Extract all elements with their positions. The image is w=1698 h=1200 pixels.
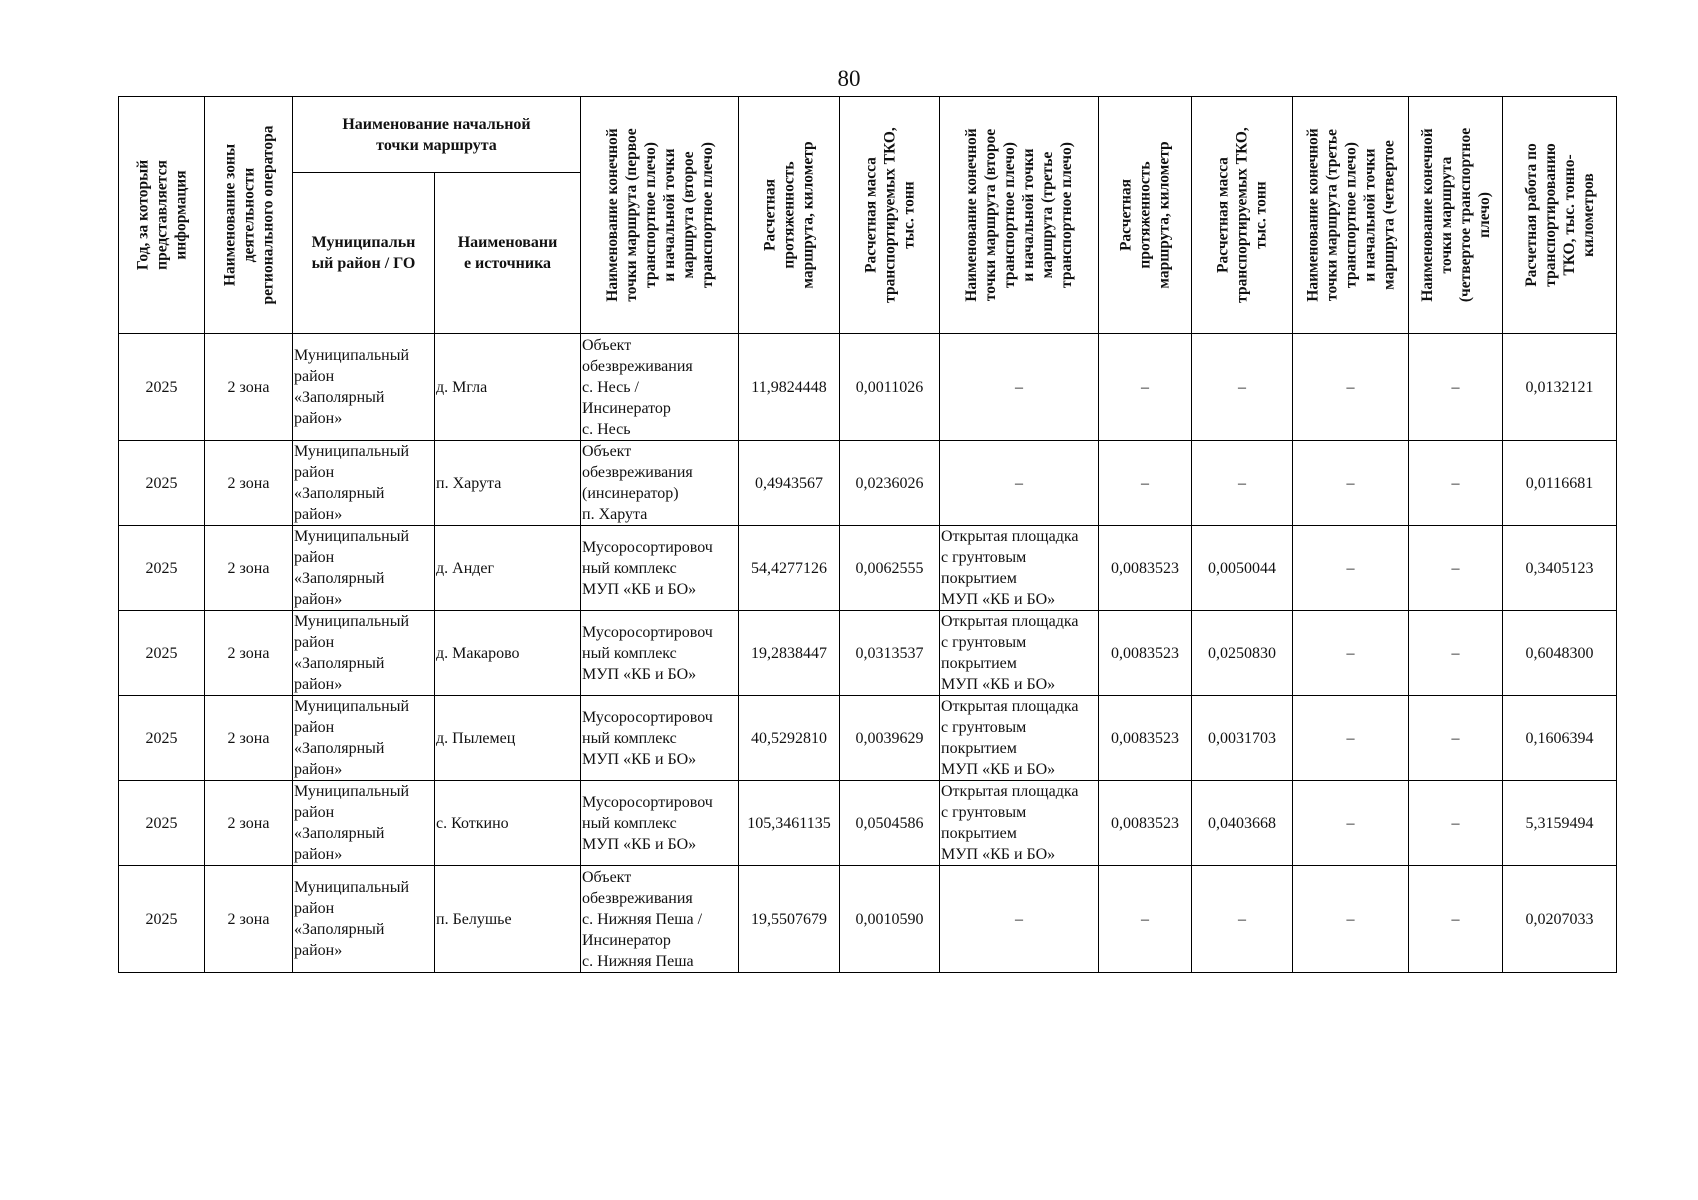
cell-end-point-1: Мусоросортировоч ный комплекс МУП «КБ и БО» — [581, 611, 739, 696]
cell-district: Муниципальный район «Заполярный район» — [293, 441, 435, 526]
cell-year: 2025 — [119, 696, 205, 781]
cell-end-point-2: – — [940, 866, 1099, 973]
cell-zone: 2 зона — [205, 334, 293, 441]
cell-length-2: 0,0083523 — [1099, 611, 1192, 696]
cell-end-point-2: Открытая площадка с грунтовым покрытием МУП «КБ и БО» — [940, 526, 1099, 611]
table-row — [119, 441, 1617, 526]
cell-length-1: 54,4277126 — [739, 526, 840, 611]
cell-end-point-4: – — [1409, 611, 1503, 696]
cell-end-point-3: – — [1293, 866, 1409, 973]
cell-transport-work: 5,3159494 — [1503, 781, 1617, 866]
table-row — [119, 696, 1617, 781]
cell-mass-1: 0,0039629 — [840, 696, 940, 781]
cell-mass-1: 0,0504586 — [840, 781, 940, 866]
cell-end-point-2: Открытая площадка с грунтовым покрытием МУП «КБ и БО» — [940, 781, 1099, 866]
header-district: Муниципальн ый район / ГО — [293, 173, 435, 334]
header-transport-work: Расчетная работа по транспортированию ТКО, тыс. тонно- километров — [1503, 97, 1617, 334]
cell-source: п. Харута — [435, 441, 581, 526]
cell-source: д. Мгла — [435, 334, 581, 441]
header-mass-1: Расчетная масса транспортируемых ТКО, тыс. тонн — [840, 97, 940, 334]
cell-end-point-3: – — [1293, 334, 1409, 441]
cell-year: 2025 — [119, 526, 205, 611]
cell-transport-work: 0,0207033 — [1503, 866, 1617, 973]
header-length-2: Расчетная протяженность маршрута, километр — [1099, 97, 1192, 334]
cell-mass-1: 0,0010590 — [840, 866, 940, 973]
cell-length-1: 105,3461135 — [739, 781, 840, 866]
cell-end-point-4: – — [1409, 441, 1503, 526]
cell-end-point-3: – — [1293, 781, 1409, 866]
cell-end-point-2: – — [940, 441, 1099, 526]
cell-end-point-4: – — [1409, 866, 1503, 973]
cell-year: 2025 — [119, 441, 205, 526]
cell-end-point-1: Объект обезвреживания с. Нижняя Пеша / Инсинератор с. Нижняя Пеша — [581, 866, 739, 973]
cell-source: п. Белушье — [435, 866, 581, 973]
cell-length-1: 19,2838447 — [739, 611, 840, 696]
cell-end-point-3: – — [1293, 441, 1409, 526]
table-row — [119, 611, 1617, 696]
cell-end-point-1: Объект обезвреживания (инсинератор) п. Харута — [581, 441, 739, 526]
cell-district: Муниципальный район «Заполярный район» — [293, 334, 435, 441]
cell-mass-1: 0,0011026 — [840, 334, 940, 441]
cell-source: д. Пылемец — [435, 696, 581, 781]
cell-length-2: – — [1099, 441, 1192, 526]
cell-source: д. Андег — [435, 526, 581, 611]
cell-end-point-1: Мусоросортировоч ный комплекс МУП «КБ и БО» — [581, 526, 739, 611]
cell-mass-2: 0,0031703 — [1192, 696, 1293, 781]
cell-transport-work: 0,1606394 — [1503, 696, 1617, 781]
cell-year: 2025 — [119, 866, 205, 973]
cell-end-point-1: Мусоросортировоч ный комплекс МУП «КБ и БО» — [581, 781, 739, 866]
cell-source: с. Коткино — [435, 781, 581, 866]
cell-end-point-1: Мусоросортировоч ный комплекс МУП «КБ и БО» — [581, 696, 739, 781]
cell-zone: 2 зона — [205, 611, 293, 696]
cell-transport-work: 0,0116681 — [1503, 441, 1617, 526]
cell-district: Муниципальный район «Заполярный район» — [293, 781, 435, 866]
header-source: Наименовани е источника — [435, 173, 581, 334]
cell-end-point-3: – — [1293, 526, 1409, 611]
cell-length-2: 0,0083523 — [1099, 696, 1192, 781]
cell-zone: 2 зона — [205, 866, 293, 973]
header-year: Год, за который представляется информация — [119, 97, 205, 334]
cell-transport-work: 0,0132121 — [1503, 334, 1617, 441]
header-start-point: Наименование начальной точки маршрута — [293, 97, 581, 173]
cell-zone: 2 зона — [205, 441, 293, 526]
header-zone: Наименование зоны деятельности регионального оператора — [205, 97, 293, 334]
table-row — [119, 334, 1617, 441]
cell-year: 2025 — [119, 334, 205, 441]
cell-length-2: 0,0083523 — [1099, 526, 1192, 611]
header-end-point-3: Наименование конечной точки маршрута (третье транспортное плечо) и начальной точки маршрута (четвертое — [1293, 97, 1409, 334]
cell-end-point-4: – — [1409, 334, 1503, 441]
cell-mass-2: – — [1192, 334, 1293, 441]
cell-mass-1: 0,0236026 — [840, 441, 940, 526]
cell-mass-2: – — [1192, 866, 1293, 973]
cell-end-point-4: – — [1409, 526, 1503, 611]
cell-district: Муниципальный район «Заполярный район» — [293, 526, 435, 611]
cell-mass-2: 0,0250830 — [1192, 611, 1293, 696]
cell-length-2: – — [1099, 334, 1192, 441]
cell-year: 2025 — [119, 781, 205, 866]
cell-mass-2: – — [1192, 441, 1293, 526]
cell-end-point-3: – — [1293, 611, 1409, 696]
cell-end-point-3: – — [1293, 696, 1409, 781]
cell-length-1: 0,4943567 — [739, 441, 840, 526]
cell-length-1: 40,5292810 — [739, 696, 840, 781]
table-row — [119, 781, 1617, 866]
cell-end-point-1: Объект обезвреживания с. Несь / Инсинератор с. Несь — [581, 334, 739, 441]
cell-year: 2025 — [119, 611, 205, 696]
cell-zone: 2 зона — [205, 781, 293, 866]
header-end-point-4: Наименование конечной точки маршрута (четвертое транспортное плечо) — [1409, 97, 1503, 334]
header-end-point-1: Наименование конечной точки маршрута (первое транспортное плечо) и начальной точки маршрута (второе транспортное плечо) — [581, 97, 739, 334]
cell-mass-2: 0,0050044 — [1192, 526, 1293, 611]
cell-end-point-2: Открытая площадка с грунтовым покрытием МУП «КБ и БО» — [940, 611, 1099, 696]
cell-district: Муниципальный район «Заполярный район» — [293, 611, 435, 696]
routes-table — [118, 96, 1617, 973]
cell-mass-1: 0,0313537 — [840, 611, 940, 696]
cell-length-1: 19,5507679 — [739, 866, 840, 973]
cell-length-2: – — [1099, 866, 1192, 973]
cell-district: Муниципальный район «Заполярный район» — [293, 866, 435, 973]
cell-source: д. Макарово — [435, 611, 581, 696]
header-length-1: Расчетная протяженность маршрута, километр — [739, 97, 840, 334]
header-mass-2: Расчетная масса транспортируемых ТКО, тыс. тонн — [1192, 97, 1293, 334]
cell-zone: 2 зона — [205, 696, 293, 781]
cell-length-2: 0,0083523 — [1099, 781, 1192, 866]
page-number: 80 — [837, 66, 861, 91]
cell-zone: 2 зона — [205, 526, 293, 611]
cell-end-point-4: – — [1409, 696, 1503, 781]
cell-end-point-4: – — [1409, 781, 1503, 866]
cell-mass-1: 0,0062555 — [840, 526, 940, 611]
cell-transport-work: 0,3405123 — [1503, 526, 1617, 611]
cell-mass-2: 0,0403668 — [1192, 781, 1293, 866]
table-row — [119, 526, 1617, 611]
cell-transport-work: 0,6048300 — [1503, 611, 1617, 696]
cell-end-point-2: Открытая площадка с грунтовым покрытием МУП «КБ и БО» — [940, 696, 1099, 781]
table-row — [119, 866, 1617, 973]
header-end-point-2: Наименование конечной точки маршрута (второе транспортное плечо) и начальной точки маршрута (третье транспортное плечо) — [940, 97, 1099, 334]
cell-end-point-2: – — [940, 334, 1099, 441]
cell-length-1: 11,9824448 — [739, 334, 840, 441]
cell-district: Муниципальный район «Заполярный район» — [293, 696, 435, 781]
